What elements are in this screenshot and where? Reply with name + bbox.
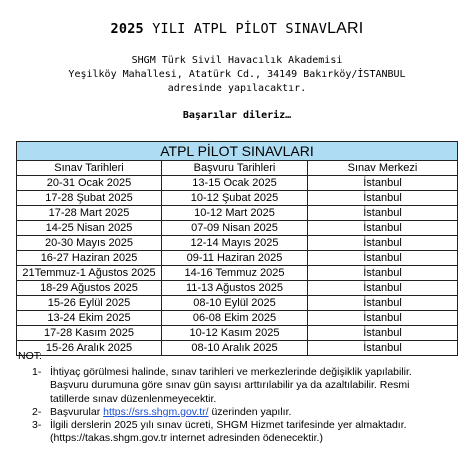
table-row	[17, 221, 458, 236]
cell-exam-dates: 15-26 Eylül 2025	[17, 296, 162, 311]
note-text	[50, 406, 458, 419]
document-title	[0, 20, 474, 38]
cell-application-dates: 12-14 Mayıs 2025	[162, 236, 308, 251]
cell-application-dates: 10-12 Mart 2025	[162, 206, 308, 221]
cell-exam-dates: 21Temmuz-1 Ağustos 2025	[17, 266, 162, 281]
cell-application-dates: 10-12 Şubat 2025	[162, 191, 308, 206]
address-line-2: Yeşilköy Mahallesi, Atatürk Cd., 34149 Bakırköy/İSTANBUL	[68, 69, 406, 80]
note-item-2	[18, 406, 458, 419]
cell-exam-center: İstanbul	[308, 311, 458, 326]
note-text-prefix: Başvurular	[50, 405, 104, 418]
cell-exam-dates: 20-30 Mayıs 2025	[17, 236, 162, 251]
cell-exam-center: İstanbul	[308, 191, 458, 206]
note-number: 3-	[32, 419, 42, 432]
cell-exam-center: İstanbul	[308, 341, 458, 356]
table-body	[17, 176, 458, 356]
title-year: 2025	[110, 21, 153, 37]
note-item-1	[18, 366, 458, 406]
note-text-suffix: üzerinden yapılır.	[208, 405, 292, 418]
table-row	[17, 266, 458, 281]
cell-exam-dates: 18-29 Ağustos 2025	[17, 281, 162, 296]
title-suffix: LARI	[327, 20, 364, 37]
cell-application-dates: 11-13 Ağustos 2025	[162, 281, 308, 296]
note-text: tatillerde sınav düzenlenmeyecektir.	[50, 392, 217, 405]
table-row	[17, 311, 458, 326]
cell-application-dates: 09-11 Haziran 2025	[162, 251, 308, 266]
note-number: 2-	[32, 405, 42, 418]
cell-exam-center: İstanbul	[308, 236, 458, 251]
table-row	[17, 236, 458, 251]
cell-exam-dates: 14-25 Nisan 2025	[17, 221, 162, 236]
cell-exam-dates: 13-24 Ekim 2025	[17, 311, 162, 326]
table-caption: ATPL PİLOT SINAVLARI	[17, 142, 458, 161]
table-row	[17, 176, 458, 191]
cell-application-dates: 08-10 Eylül 2025	[162, 296, 308, 311]
notes-section	[18, 350, 458, 445]
cell-exam-dates: 16-27 Haziran 2025	[17, 251, 162, 266]
exam-schedule-table	[16, 141, 458, 356]
notes-title: NOT:	[18, 350, 42, 362]
cell-exam-dates: 17-28 Mart 2025	[17, 206, 162, 221]
cell-exam-center: İstanbul	[308, 296, 458, 311]
cell-application-dates: 14-16 Temmuz 2025	[162, 266, 308, 281]
table-row	[17, 281, 458, 296]
cell-exam-center: İstanbul	[308, 176, 458, 191]
table-row	[17, 251, 458, 266]
title-main: YILI ATPL PİLOT SINAV	[152, 21, 328, 37]
cell-application-dates: 08-10 Aralık 2025	[162, 341, 308, 356]
note-text: (https://takas.shgm.gov.tr internet adresinden ödenecektir.)	[50, 432, 323, 445]
cell-exam-dates: 15-26 Aralık 2025	[17, 341, 162, 356]
cell-exam-dates: 17-28 Şubat 2025	[17, 191, 162, 206]
address-line-1: SHGM Türk Sivil Havacılık Akademisi	[131, 55, 343, 66]
cell-exam-center: İstanbul	[308, 266, 458, 281]
column-header-application-dates: Başvuru Tarihleri	[162, 161, 308, 176]
exam-schedule-table-container	[16, 141, 457, 356]
cell-exam-dates: 17-28 Kasım 2025	[17, 326, 162, 341]
table-row	[17, 191, 458, 206]
cell-application-dates: 13-15 Ocak 2025	[162, 176, 308, 191]
cell-exam-center: İstanbul	[308, 281, 458, 296]
table-row	[17, 296, 458, 311]
good-luck-text: Başarılar dileriz…	[182, 110, 292, 121]
column-header-exam-dates: Sınav Tarihleri	[17, 161, 162, 176]
note-number: 1-	[32, 366, 42, 379]
cell-application-dates: 07-09 Nisan 2025	[162, 221, 308, 236]
column-header-exam-center: Sınav Merkezi	[308, 161, 458, 176]
cell-exam-center: İstanbul	[308, 206, 458, 221]
cell-exam-dates: 20-31 Ocak 2025	[17, 176, 162, 191]
note-text: İhtiyaç görülmesi halinde, sınav tarihleri ve merkezlerinde değişiklik yapılabilir.	[50, 366, 412, 379]
cell-application-dates: 10-12 Kasım 2025	[162, 326, 308, 341]
address-line-3: adresinde yapılacaktır.	[167, 83, 307, 94]
cell-exam-center: İstanbul	[308, 221, 458, 236]
application-link[interactable]: https://srs.shgm.gov.tr/	[103, 405, 209, 418]
note-text: İlgili derslerin 2025 yılı sınav ücreti, SHGM Hizmet tarifesinde yer almaktadır.	[50, 419, 407, 432]
cell-application-dates: 06-08 Ekim 2025	[162, 311, 308, 326]
table-row	[17, 206, 458, 221]
table-row	[17, 326, 458, 341]
cell-exam-center: İstanbul	[308, 251, 458, 266]
note-item-3	[18, 419, 458, 445]
note-text: Başvuru durumuna göre sınav gün sayısı arttırılabilir ya da azaltılabilir. Resmi	[50, 379, 410, 392]
cell-exam-center: İstanbul	[308, 326, 458, 341]
